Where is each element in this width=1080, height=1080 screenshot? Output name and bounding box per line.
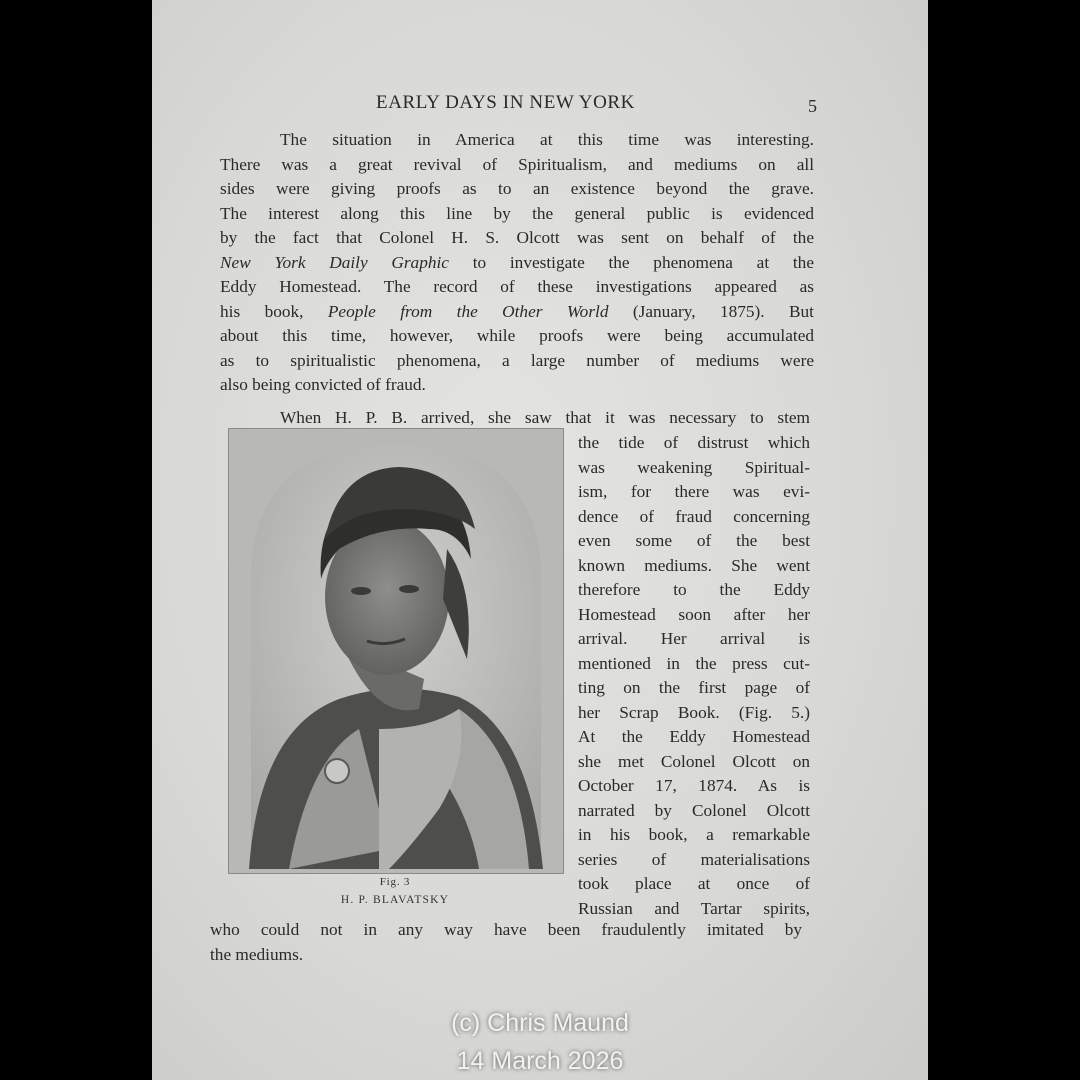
- text-line: about this time, however, while proofs were being accumulated: [220, 326, 814, 345]
- text-line: series of materialisations: [578, 849, 810, 869]
- text-line: as to spiritualistic phenomena, a large number of mediums were: [220, 350, 814, 370]
- text-line: dence of fraud concerning: [578, 506, 810, 526]
- text-line: There was a great revival of Spiritualism, and mediums on all: [220, 154, 814, 174]
- text-line: her Scrap Book. (Fig. 5.): [578, 702, 810, 722]
- text-line: Homestead soon after her: [578, 604, 810, 624]
- text-line: October 17, 1874. As is: [578, 776, 810, 795]
- watermark-owner: (c) Chris Maund: [451, 1009, 629, 1037]
- figure-label: Fig. 3: [379, 876, 411, 888]
- paragraph-2-closing: [210, 918, 802, 967]
- text-line: At the Eddy Homestead: [578, 727, 810, 746]
- book-title: People from the Other World: [327, 301, 609, 321]
- text-line: mentioned in the press cut-: [578, 653, 810, 673]
- text-line: she met Colonel Olcott on: [578, 751, 810, 771]
- text-line: by the fact that Colonel H. S. Olcott was sent on behalf of the: [220, 228, 814, 247]
- text-line: in his book, a remarkable: [578, 825, 810, 844]
- book-page: [152, 0, 928, 1080]
- text-line: known mediums. She went: [578, 555, 810, 575]
- text-line: even some of the best: [578, 531, 810, 550]
- running-header: [152, 92, 928, 122]
- text-line: The situation in America at this time was interesting.: [280, 130, 814, 149]
- page-number: 5: [808, 96, 817, 116]
- chapter-title: EARLY DAYS IN NEW YORK: [376, 92, 636, 113]
- text-segment: to investigate the phenomena at the: [472, 252, 814, 272]
- text-line: [220, 300, 814, 325]
- text-line: who could not in any way have been fraudulently imitated by: [210, 920, 802, 939]
- text-line: the mediums.: [210, 944, 304, 964]
- text-line: arrival. Her arrival is: [578, 629, 810, 648]
- text-line: narrated by Colonel Olcott: [578, 800, 810, 820]
- portrait-image: [229, 429, 563, 873]
- text-line: [220, 251, 814, 276]
- figure-caption: H. P. BLAVATSKY: [340, 894, 450, 906]
- text-line: When H. P. B. arrived, she saw that it was necessary to stem: [280, 408, 810, 427]
- text-line: therefore to the Eddy: [578, 580, 810, 599]
- text-line: Eddy Homestead. The record of these investigations appeared as: [220, 277, 814, 296]
- text-segment: his book,: [220, 301, 304, 321]
- text-line: the tide of distrust which: [578, 433, 810, 452]
- copyright-watermark: [0, 1004, 1080, 1080]
- text-line: sides were giving proofs as to an existence beyond the grave.: [220, 179, 814, 198]
- text-line: was weakening Spiritual-: [578, 457, 810, 477]
- paragraph-2-wrap-column: [578, 431, 810, 921]
- watermark-date: 14 March 2026: [456, 1047, 624, 1075]
- text-line: ism, for there was evi-: [578, 482, 810, 501]
- paragraph-1: [220, 128, 814, 398]
- newspaper-title: New York Daily Graphic: [220, 252, 449, 272]
- text-line: Russian and Tartar spirits,: [578, 898, 810, 918]
- portrait-figure: [228, 428, 564, 874]
- text-line: took place at once of: [578, 874, 810, 893]
- text-line: also being convicted of fraud.: [220, 375, 426, 394]
- text-line: The interest along this line by the general public is evidenced: [220, 203, 814, 223]
- text-line: ting on the first page of: [578, 678, 810, 697]
- text-segment: (January, 1875). But: [632, 301, 814, 321]
- paragraph-2-opening: [220, 406, 810, 431]
